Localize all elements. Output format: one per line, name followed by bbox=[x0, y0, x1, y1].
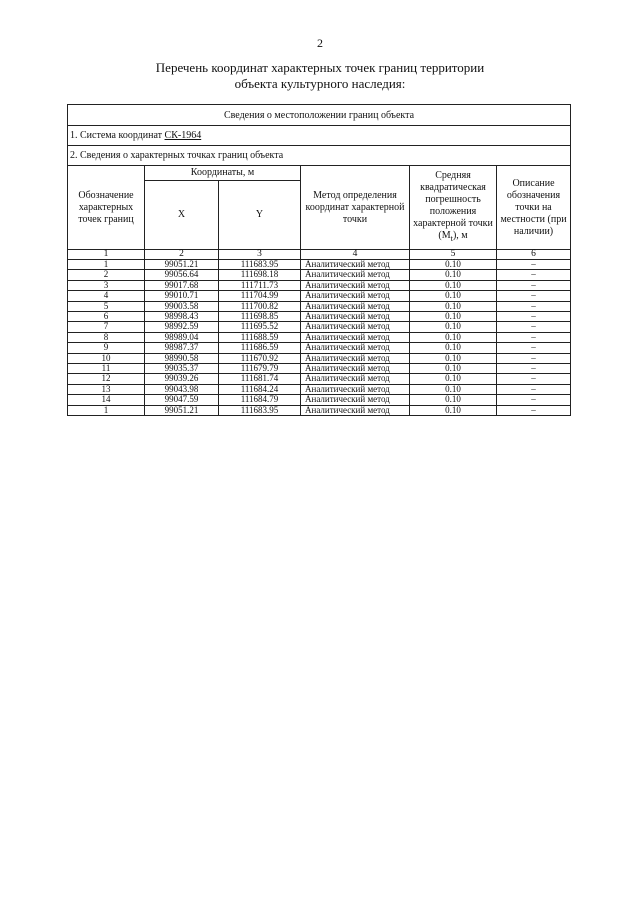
description-cell: – bbox=[497, 270, 571, 280]
method-cell: Аналитический метод bbox=[301, 384, 410, 394]
point-cell: 1 bbox=[68, 405, 145, 415]
method-cell: Аналитический метод bbox=[301, 312, 410, 322]
title-line-2: объекта культурного наследия: bbox=[234, 76, 406, 91]
x-cell: 98987.37 bbox=[145, 343, 219, 353]
x-cell: 98998.43 bbox=[145, 312, 219, 322]
y-cell: 111683.95 bbox=[219, 260, 301, 270]
column-number: 5 bbox=[410, 250, 497, 260]
header-method: Метод определения координат характерной точки bbox=[301, 166, 410, 250]
method-cell: Аналитический метод bbox=[301, 301, 410, 311]
column-number: 2 bbox=[145, 250, 219, 260]
description-cell: – bbox=[497, 291, 571, 301]
y-cell: 111711.73 bbox=[219, 280, 301, 290]
error-cell: 0.10 bbox=[410, 364, 497, 374]
point-cell: 1 bbox=[68, 260, 145, 270]
table-row bbox=[68, 364, 571, 374]
error-cell: 0.10 bbox=[410, 395, 497, 405]
method-cell: Аналитический метод bbox=[301, 395, 410, 405]
header-y: Y bbox=[219, 181, 301, 250]
y-cell: 111679.79 bbox=[219, 364, 301, 374]
table-row bbox=[68, 301, 571, 311]
coordinate-system-value: СК-1964 bbox=[164, 130, 202, 141]
method-cell: Аналитический метод bbox=[301, 270, 410, 280]
error-cell: 0.10 bbox=[410, 384, 497, 394]
description-cell: – bbox=[497, 322, 571, 332]
description-cell: – bbox=[497, 312, 571, 322]
x-cell: 98992.59 bbox=[145, 322, 219, 332]
method-cell: Аналитический метод bbox=[301, 353, 410, 363]
error-cell: 0.10 bbox=[410, 343, 497, 353]
header-x: X bbox=[145, 181, 219, 250]
point-cell: 9 bbox=[68, 343, 145, 353]
error-cell: 0.10 bbox=[410, 312, 497, 322]
x-cell: 99010.71 bbox=[145, 291, 219, 301]
error-cell: 0.10 bbox=[410, 353, 497, 363]
document-title bbox=[0, 60, 640, 92]
description-cell: – bbox=[497, 384, 571, 394]
page-number: 2 bbox=[317, 36, 323, 50]
error-cell: 0.10 bbox=[410, 260, 497, 270]
method-cell: Аналитический метод bbox=[301, 280, 410, 290]
error-cell: 0.10 bbox=[410, 270, 497, 280]
point-cell: 12 bbox=[68, 374, 145, 384]
error-cell: 0.10 bbox=[410, 332, 497, 342]
table-row bbox=[68, 312, 571, 322]
point-cell: 13 bbox=[68, 384, 145, 394]
description-cell: – bbox=[497, 301, 571, 311]
method-cell: Аналитический метод bbox=[301, 291, 410, 301]
header-error-text: Средняя квадратическая погрешность положения характерной точки $(M_t)$, м bbox=[413, 170, 493, 243]
column-number: 1 bbox=[68, 250, 145, 260]
method-cell: Аналитический метод bbox=[301, 343, 410, 353]
point-cell: 4 bbox=[68, 291, 145, 301]
coordinate-system-label: 1. Система координат bbox=[70, 130, 165, 141]
point-cell: 10 bbox=[68, 353, 145, 363]
boundary-points-row: 2. Сведения о характерных точках границ объекта bbox=[68, 146, 571, 166]
y-cell: 111684.79 bbox=[219, 395, 301, 405]
table-row bbox=[68, 374, 571, 384]
point-cell: 2 bbox=[68, 270, 145, 280]
y-cell: 111670.92 bbox=[219, 353, 301, 363]
x-cell: 98989.04 bbox=[145, 332, 219, 342]
y-cell: 111698.18 bbox=[219, 270, 301, 280]
header-description: Описание обозначения точки на местности (при наличии) bbox=[497, 166, 571, 250]
point-cell: 11 bbox=[68, 364, 145, 374]
x-cell: 99047.59 bbox=[145, 395, 219, 405]
table-row bbox=[68, 332, 571, 342]
description-cell: – bbox=[497, 343, 571, 353]
method-cell: Аналитический метод bbox=[301, 374, 410, 384]
x-cell: 99035.37 bbox=[145, 364, 219, 374]
point-cell: 3 bbox=[68, 280, 145, 290]
method-cell: Аналитический метод bbox=[301, 260, 410, 270]
coordinates-table bbox=[67, 104, 571, 416]
x-cell: 99003.58 bbox=[145, 301, 219, 311]
y-cell: 111686.59 bbox=[219, 343, 301, 353]
section-header: Сведения о местоположении границ объекта bbox=[68, 105, 571, 126]
header-coordinates: Координаты, м bbox=[145, 166, 301, 181]
y-cell: 111684.24 bbox=[219, 384, 301, 394]
column-number: 6 bbox=[497, 250, 571, 260]
table-row bbox=[68, 353, 571, 363]
method-cell: Аналитический метод bbox=[301, 364, 410, 374]
y-cell: 111683.95 bbox=[219, 405, 301, 415]
point-cell: 6 bbox=[68, 312, 145, 322]
table-row bbox=[68, 405, 571, 415]
y-cell: 111704.99 bbox=[219, 291, 301, 301]
table-row bbox=[68, 384, 571, 394]
y-cell: 111698.85 bbox=[219, 312, 301, 322]
method-cell: Аналитический метод bbox=[301, 405, 410, 415]
error-cell: 0.10 bbox=[410, 322, 497, 332]
description-cell: – bbox=[497, 405, 571, 415]
x-cell: 98990.58 bbox=[145, 353, 219, 363]
x-cell: 99051.21 bbox=[145, 405, 219, 415]
table-row bbox=[68, 343, 571, 353]
description-cell: – bbox=[497, 280, 571, 290]
description-cell: – bbox=[497, 353, 571, 363]
description-cell: – bbox=[497, 260, 571, 270]
point-cell: 8 bbox=[68, 332, 145, 342]
x-cell: 99039.26 bbox=[145, 374, 219, 384]
description-cell: – bbox=[497, 395, 571, 405]
description-cell: – bbox=[497, 364, 571, 374]
coordinate-system-row bbox=[68, 126, 571, 146]
y-cell: 111700.82 bbox=[219, 301, 301, 311]
x-cell: 99017.68 bbox=[145, 280, 219, 290]
point-cell: 5 bbox=[68, 301, 145, 311]
table-row bbox=[68, 395, 571, 405]
point-cell: 14 bbox=[68, 395, 145, 405]
description-cell: – bbox=[497, 374, 571, 384]
description-cell: – bbox=[497, 332, 571, 342]
subscript-t: t bbox=[450, 234, 453, 243]
error-cell: 0.10 bbox=[410, 374, 497, 384]
method-cell: Аналитический метод bbox=[301, 332, 410, 342]
method-cell: Аналитический метод bbox=[301, 322, 410, 332]
y-cell: 111695.52 bbox=[219, 322, 301, 332]
header-point: Обозначение характерных точек границ bbox=[68, 166, 145, 250]
x-cell: 99043.98 bbox=[145, 384, 219, 394]
table-row bbox=[68, 260, 571, 270]
point-cell: 7 bbox=[68, 322, 145, 332]
table-row bbox=[68, 280, 571, 290]
y-cell: 111681.74 bbox=[219, 374, 301, 384]
title-line-1: Перечень координат характерных точек границ территории bbox=[155, 60, 485, 75]
error-cell: 0.10 bbox=[410, 405, 497, 415]
error-cell: 0.10 bbox=[410, 280, 497, 290]
column-number: 3 bbox=[219, 250, 301, 260]
x-cell: 99056.64 bbox=[145, 270, 219, 280]
y-cell: 111688.59 bbox=[219, 332, 301, 342]
header-error bbox=[410, 166, 497, 250]
table-row bbox=[68, 270, 571, 280]
table-row bbox=[68, 291, 571, 301]
error-cell: 0.10 bbox=[410, 291, 497, 301]
error-cell: 0.10 bbox=[410, 301, 497, 311]
x-cell: 99051.21 bbox=[145, 260, 219, 270]
column-number: 4 bbox=[301, 250, 410, 260]
table-row bbox=[68, 322, 571, 332]
